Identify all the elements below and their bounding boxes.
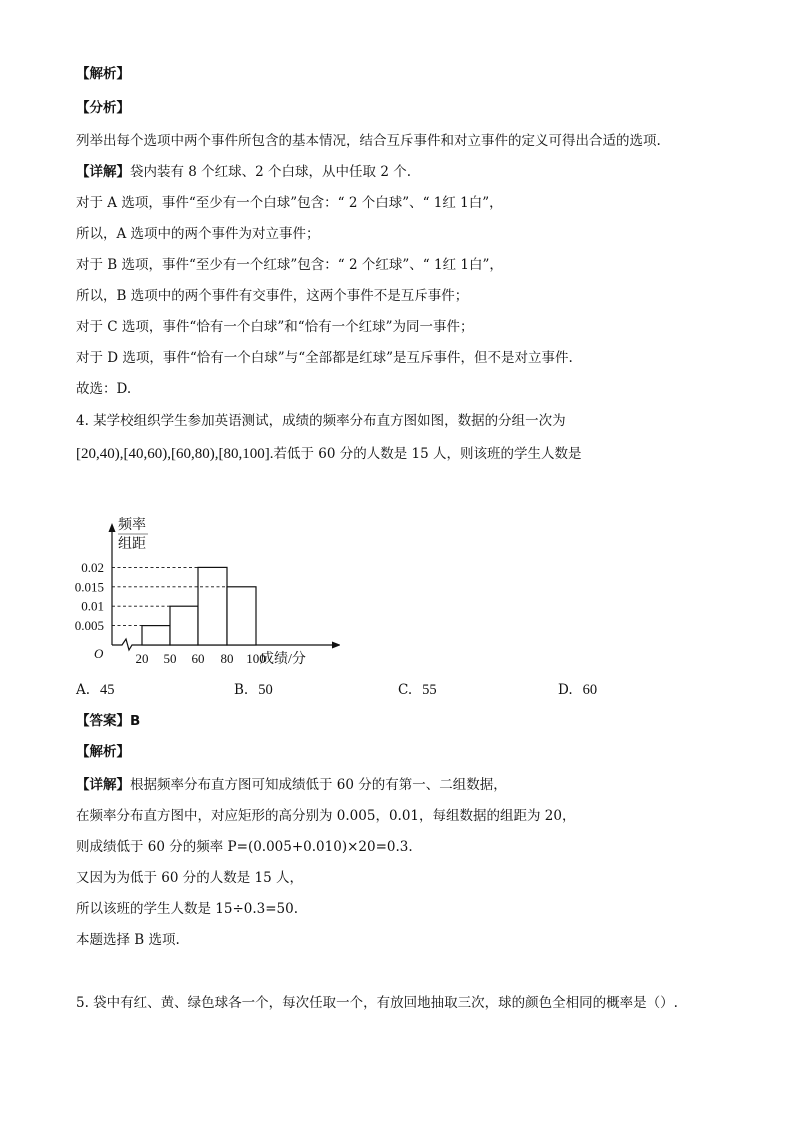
solution-line: 对于 B 选项，事件“至少有一个红球”包含：“ 2 个红球”、“ 1红 1白”， — [76, 257, 503, 273]
histogram-bar — [170, 606, 198, 645]
fenxi-text: 列举出每个选项中两个事件所包含的基本情况，结合互斥事件和对立事件的定义可得出合适的选项. — [76, 133, 661, 149]
option-value: 60 — [582, 682, 598, 698]
x-tick-label: 60 — [191, 651, 205, 666]
y-axis-arrow — [109, 523, 116, 532]
answer-xiangjie-text: 根据频率分布直方图可知成绩低于 60 分的有第一、二组数据， — [130, 777, 507, 793]
frequency-histogram — [70, 512, 340, 672]
histogram-bar — [227, 587, 256, 645]
x-tick-label: 50 — [163, 651, 177, 666]
option-label: C. — [398, 682, 413, 698]
x-tick-label: 80 — [220, 651, 234, 666]
option-d — [558, 680, 597, 700]
y-tick-label: 0.005 — [74, 618, 104, 634]
q4-stem-rest: 若低于 60 分的人数是 15 人，则该班的学生人数是 — [273, 446, 582, 462]
y-tick-label: 0.01 — [81, 598, 104, 614]
option-label: D. — [558, 682, 573, 698]
q4-stem-line2 — [76, 444, 582, 464]
answer-line: 所以该班的学生人数是 15÷0.3=50. — [76, 901, 299, 917]
x-axis-arrow — [332, 642, 340, 649]
q4-stem-line1: 4. 某学校组织学生参加英语测试，成绩的频率分布直方图如图，数据的分组一次为 — [76, 413, 566, 429]
q4-intervals: [20,40),[40,60),[60,80),[80,100]. — [76, 446, 274, 462]
y-tick-label: 0.02 — [81, 559, 104, 575]
y-axis-label-top: 频率 — [118, 518, 146, 533]
answer-xiangjie-heading: 【详解】 — [76, 777, 130, 793]
option-value: 45 — [100, 682, 115, 698]
x-tick-label: 100 — [246, 651, 266, 666]
solution-line: 对于 A 选项，事件“至少有一个白球”包含：“ 2 个白球”、“ 1红 1白”， — [76, 195, 503, 211]
answer-line: 本题选择 B 选项. — [76, 932, 180, 948]
solution-line: 所以，B 选项中的两个事件有交事件，这两个事件不是互斥事件； — [76, 288, 469, 304]
x-tick-label: 20 — [135, 651, 149, 666]
x-axis-label: 成绩/分 — [260, 652, 306, 667]
xiangjie-heading: 【详解】 — [76, 164, 130, 180]
xiangjie-line — [76, 162, 411, 182]
q5-stem: 5. 袋中有红、黄、绿色球各一个，每次任取一个，有放回地抽取三次，球的颜色全相同的概率是（）. — [76, 995, 678, 1011]
histogram-bar — [142, 626, 170, 645]
answer-line: 在频率分布直方图中，对应矩形的高分别为 0.005，0.01，每组数据的组距为 20， — [76, 808, 576, 824]
option-label: B. — [234, 682, 249, 698]
option-value: 50 — [258, 682, 273, 698]
option-c — [398, 680, 437, 700]
answer-jiexi-heading: 【解析】 — [76, 744, 130, 760]
option-a — [76, 680, 115, 700]
y-tick-label: 0.015 — [74, 579, 104, 595]
y-axis-label-bottom: 组距 — [118, 537, 146, 552]
xiangjie-text: 袋内装有 8 个红球、2 个白球，从中任取 2 个. — [130, 164, 412, 180]
option-label: A. — [76, 682, 91, 698]
answer-heading: 【答案】B — [76, 713, 141, 729]
answer-line: 又因为为低于 60 分的人数是 15 人， — [76, 870, 304, 886]
answer-line: 则成绩低于 60 分的频率 P=(0.005+0.010)×20=0.3. — [76, 839, 413, 855]
origin-label: O — [94, 646, 104, 661]
answer-xiangjie-line — [76, 775, 507, 795]
option-b — [234, 680, 273, 700]
solution-line: 所以，A 选项中的两个事件为对立事件； — [76, 226, 320, 242]
histogram-bar — [198, 567, 227, 645]
solution-line: 对于 C 选项，事件“恰有一个白球”和“恰有一个红球”为同一事件； — [76, 319, 474, 335]
fenxi-heading: 【分析】 — [76, 100, 130, 116]
solution-line: 故选：D. — [76, 381, 132, 397]
option-value: 55 — [422, 682, 437, 698]
solution-line: 对于 D 选项，事件“恰有一个白球”与“全部都是红球”是互斥事件，但不是对立事件. — [76, 350, 573, 366]
jiexi-heading: 【解析】 — [76, 66, 130, 82]
